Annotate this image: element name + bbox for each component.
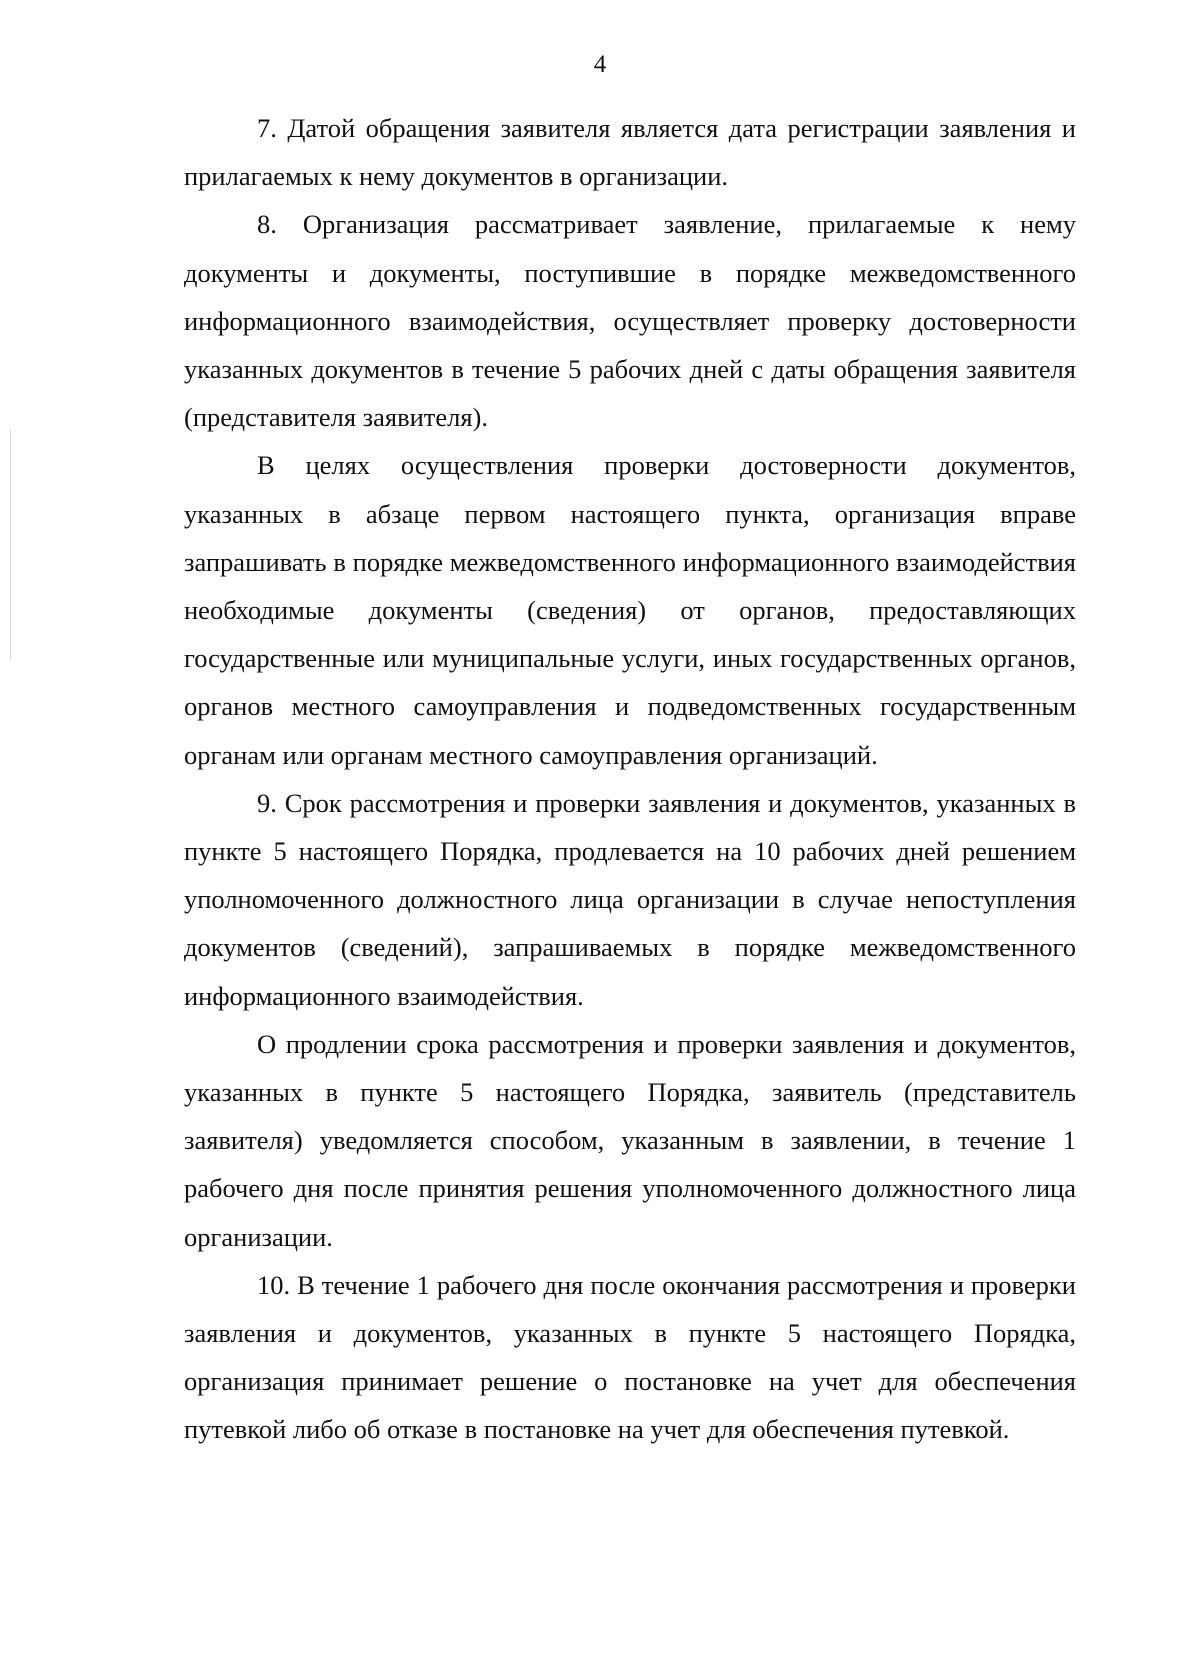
page-number: 4	[593, 51, 607, 78]
scan-edge-mark	[10, 430, 11, 660]
paragraph-10: 10. В течение 1 рабочего дня после окончания рассмотрения и проверки заявления и документов, указанных в пункте 5 настоящего Порядка, организация принимает решение о постановке на учет для обеспечения путевкой либо об отказе в постановке на учет для обеспечения путевкой.	[184, 1269, 1076, 1445]
paragraph-8-second-indent: В целях осуществления проверки достоверности документов, указанных в абзаце первом настоящего пункта, организация вправе запрашивать в порядке межведомственного информационного взаимодействия необходимые документы (сведения) от органов, предоставляющих государственные или муниципальные услуги, иных государственных органов, органов местного самоуправления и подведомственных государственным органам или органам местного самоуправления организаций.	[184, 450, 1076, 770]
paragraph-8: 8. Организация рассматривает заявление, прилагаемые к нему документы и документы, поступившие в порядке межведомственного информационного взаимодействия, осуществляет проверку достоверности указанных документов в течение 5 рабочих дней с даты обращения заявителя (представителя заявителя).	[184, 209, 1076, 433]
paragraph-9: 9. Срок рассмотрения и проверки заявления и документов, указанных в пункте 5 настоящего Порядка, продлевается на 10 рабочих дней решением уполномоченного должностного лица организации в случае непоступления документов (сведений), запрашиваемых в порядке межведомственного информационного взаимодействия.	[184, 787, 1076, 1011]
paragraph-7: 7. Датой обращения заявителя является дата регистрации заявления и прилагаемых к нему документов в организации.	[184, 113, 1076, 192]
document-body	[184, 104, 1076, 1454]
paragraph-9-second-indent: О продлении срока рассмотрения и проверки заявления и документов, указанных в пункте 5 настоящего Порядка, заявитель (представитель заявителя) уведомляется способом, указанным в заявлении, в течение 1 рабочего дня после принятия решения уполномоченного должностного лица организации.	[184, 1028, 1076, 1252]
